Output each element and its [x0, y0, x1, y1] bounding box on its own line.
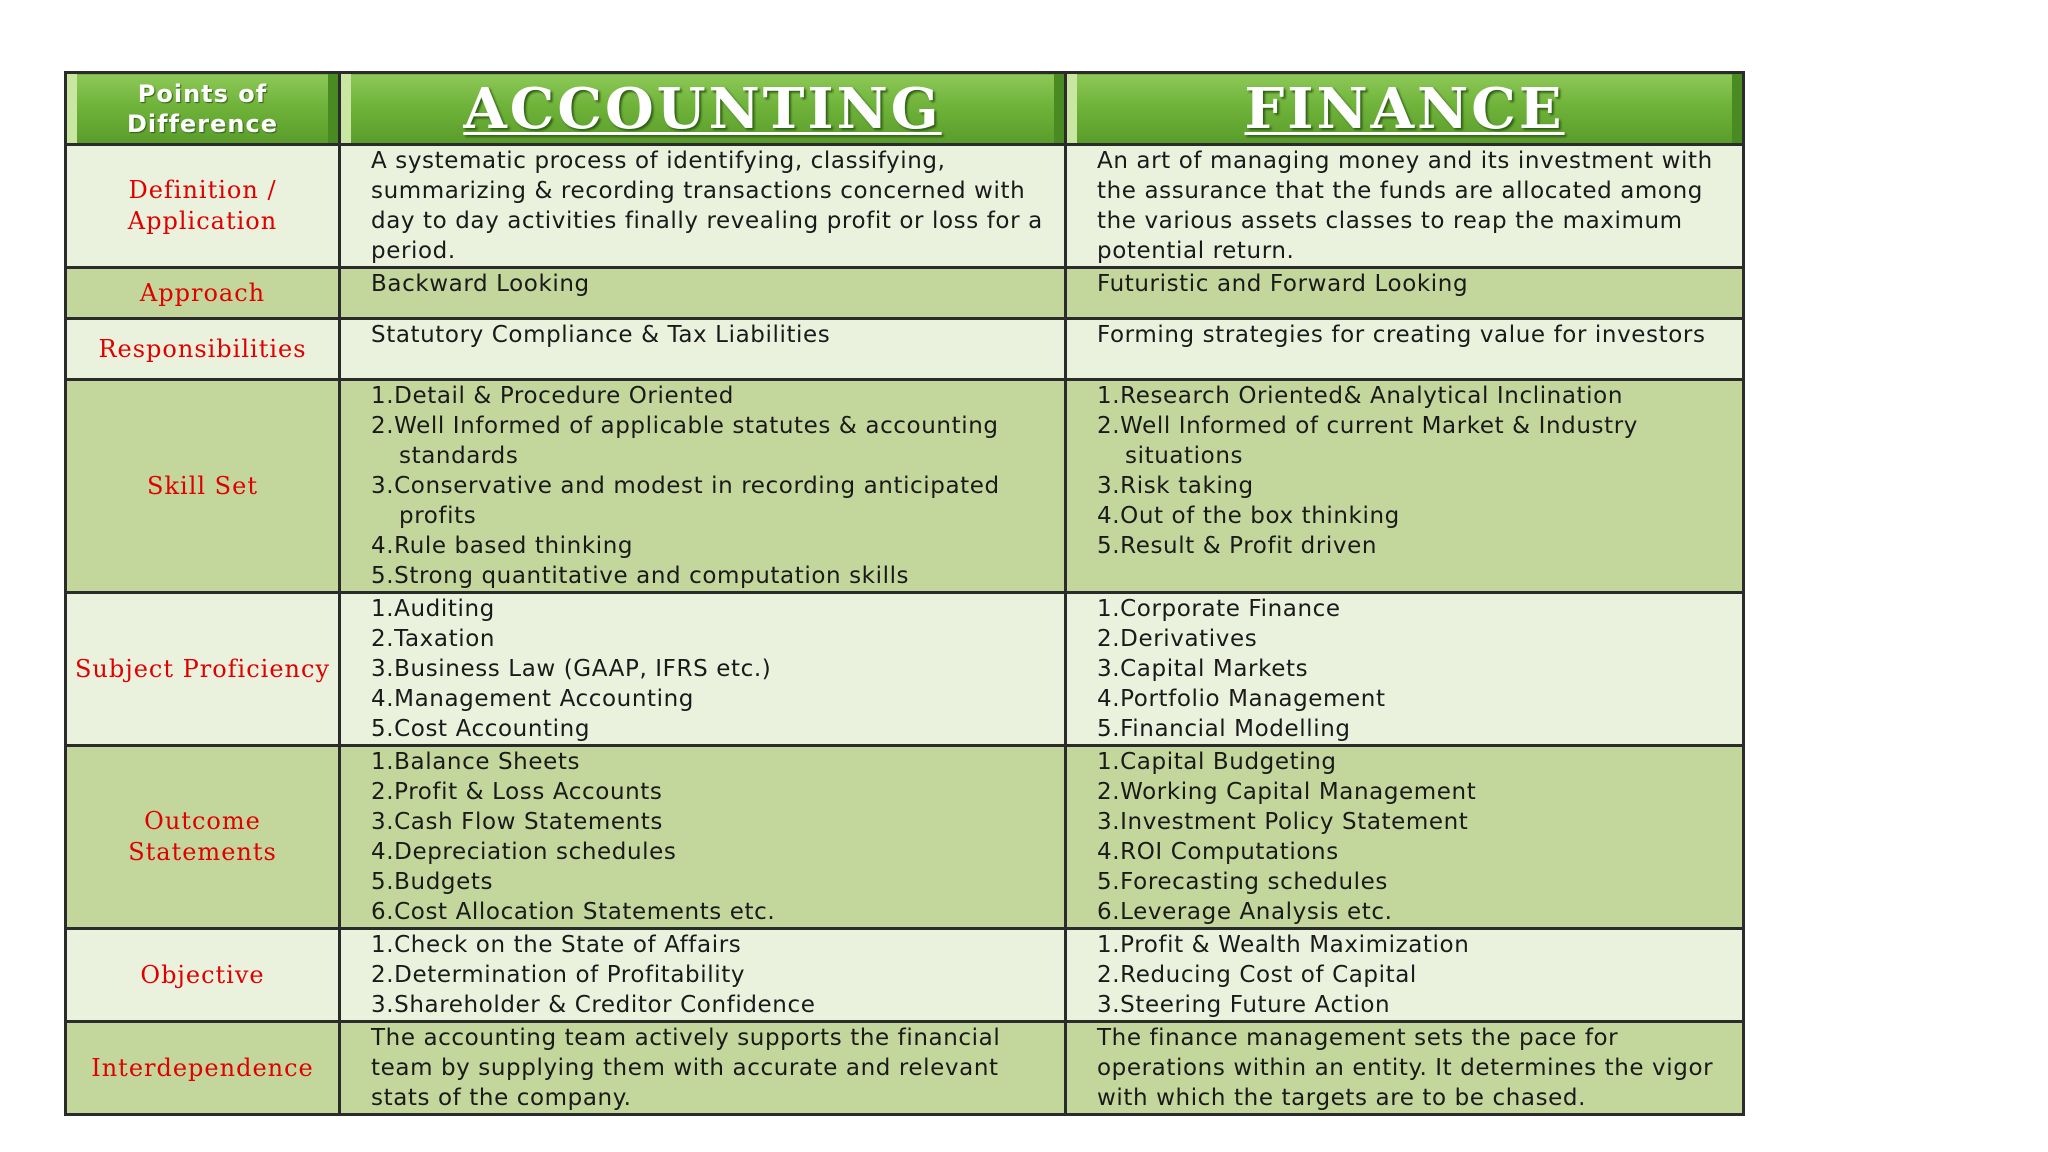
- list-item: 4.Out of the box thinking: [1097, 503, 1400, 529]
- accounting-objective: [340, 929, 1066, 1022]
- list-item: 5.Budgets: [371, 869, 494, 895]
- list-item: 5.Result & Profit driven: [1097, 533, 1378, 559]
- list-item: 2.Well Informed of current Market & Industry situations: [1097, 413, 1639, 469]
- list-item: 3.Cash Flow Statements: [371, 809, 663, 835]
- row-approach: [66, 268, 1744, 319]
- row-label-approach: Approach: [66, 268, 340, 319]
- accounting-interdependence: The accounting team actively supports the financial team by supplying them with accurate and relevant stats of the company.: [340, 1022, 1066, 1115]
- row-label-outcome-statements: Outcome Statements: [66, 746, 340, 929]
- accounting-title: ACCOUNTING: [463, 75, 942, 142]
- list-item: 2.Profit & Loss Accounts: [371, 779, 663, 805]
- points-of-difference-header: [66, 73, 340, 145]
- list-item: 5.Cost Accounting: [371, 716, 591, 742]
- accounting-responsibilities: Statutory Compliance & Tax Liabilities: [340, 319, 1066, 380]
- points-of-difference-label: Points of Difference: [126, 79, 278, 138]
- list-item: 1.Auditing: [371, 596, 495, 622]
- list-item: 2.Well Informed of applicable statutes & accounting standards: [371, 413, 999, 469]
- list-item: 3.Capital Markets: [1097, 656, 1309, 682]
- list-item: 2.Working Capital Management: [1097, 779, 1477, 805]
- list-item: 1.Detail & Procedure Oriented: [371, 383, 734, 409]
- row-label-responsibilities: Responsibilities: [66, 319, 340, 380]
- finance-responsibilities: Forming strategies for creating value for investors: [1066, 319, 1744, 380]
- finance-title: FINANCE: [1244, 75, 1565, 142]
- row-objective: [66, 929, 1744, 1022]
- accounting-approach: Backward Looking: [340, 268, 1066, 319]
- finance-header: [1066, 73, 1744, 145]
- list-item: 5.Forecasting schedules: [1097, 869, 1389, 895]
- row-skill-set: [66, 380, 1744, 593]
- finance-subject-proficiency: [1066, 593, 1744, 746]
- list-item: 4.Depreciation schedules: [371, 839, 677, 865]
- row-label-subject-proficiency: Subject Proficiency: [66, 593, 340, 746]
- list-item: 3.Conservative and modest in recording anticipated profits: [371, 473, 1000, 529]
- list-item: 3.Steering Future Action: [1097, 992, 1391, 1018]
- list-item: 3.Investment Policy Statement: [1097, 809, 1469, 835]
- row-label-definition: Definition / Application: [66, 145, 340, 268]
- finance-approach: Futuristic and Forward Looking: [1066, 268, 1744, 319]
- list-item: 2.Reducing Cost of Capital: [1097, 962, 1417, 988]
- finance-skill-set: [1066, 380, 1744, 593]
- list-item: 4.Rule based thinking: [371, 533, 634, 559]
- list-item: 6.Cost Allocation Statements etc.: [371, 899, 776, 925]
- accounting-header: [340, 73, 1066, 145]
- list-item: 5.Strong quantitative and computation skills: [371, 563, 910, 589]
- list-item: 1.Corporate Finance: [1097, 596, 1341, 622]
- list-item: 2.Derivatives: [1097, 626, 1258, 652]
- accounting-subject-proficiency: [340, 593, 1066, 746]
- row-label-interdependence: Interdependence: [66, 1022, 340, 1115]
- list-item: 1.Research Oriented& Analytical Inclination: [1097, 383, 1624, 409]
- list-item: 3.Business Law (GAAP, IFRS etc.): [371, 656, 772, 682]
- finance-objective: [1066, 929, 1744, 1022]
- list-item: 6.Leverage Analysis etc.: [1097, 899, 1393, 925]
- list-item: 1.Capital Budgeting: [1097, 749, 1337, 775]
- accounting-skill-set: [340, 380, 1066, 593]
- row-subject-proficiency: [66, 593, 1744, 746]
- list-item: 4.ROI Computations: [1097, 839, 1339, 865]
- row-definition: [66, 145, 1744, 268]
- row-label-objective: Objective: [66, 929, 340, 1022]
- row-label-skill-set: Skill Set: [66, 380, 340, 593]
- list-item: 4.Portfolio Management: [1097, 686, 1386, 712]
- list-item: 2.Determination of Profitability: [371, 962, 746, 988]
- row-outcome-statements: [66, 746, 1744, 929]
- finance-definition: An art of managing money and its investment with the assurance that the funds are allocated among the various assets classes to reap the maximum potential return.: [1066, 145, 1744, 268]
- header-row: [66, 73, 1744, 145]
- list-item: 1.Profit & Wealth Maximization: [1097, 932, 1470, 958]
- list-item: 3.Shareholder & Creditor Confidence: [371, 992, 816, 1018]
- row-responsibilities: [66, 319, 1744, 380]
- list-item: 5.Financial Modelling: [1097, 716, 1351, 742]
- accounting-outcome-statements: [340, 746, 1066, 929]
- list-item: 1.Balance Sheets: [371, 749, 581, 775]
- accounting-definition: A systematic process of identifying, classifying, summarizing & recording transactions concerned with day to day activities finally revealing profit or loss for a period.: [340, 145, 1066, 268]
- list-item: 4.Management Accounting: [371, 686, 694, 712]
- row-interdependence: [66, 1022, 1744, 1115]
- list-item: 2.Taxation: [371, 626, 496, 652]
- list-item: 3.Risk taking: [1097, 473, 1254, 499]
- finance-interdependence: The finance management sets the pace for operations within an entity. It determines the vigor with which the targets are to be chased.: [1066, 1022, 1744, 1115]
- finance-outcome-statements: [1066, 746, 1744, 929]
- list-item: 1.Check on the State of Affairs: [371, 932, 742, 958]
- comparison-table: [64, 71, 1745, 1116]
